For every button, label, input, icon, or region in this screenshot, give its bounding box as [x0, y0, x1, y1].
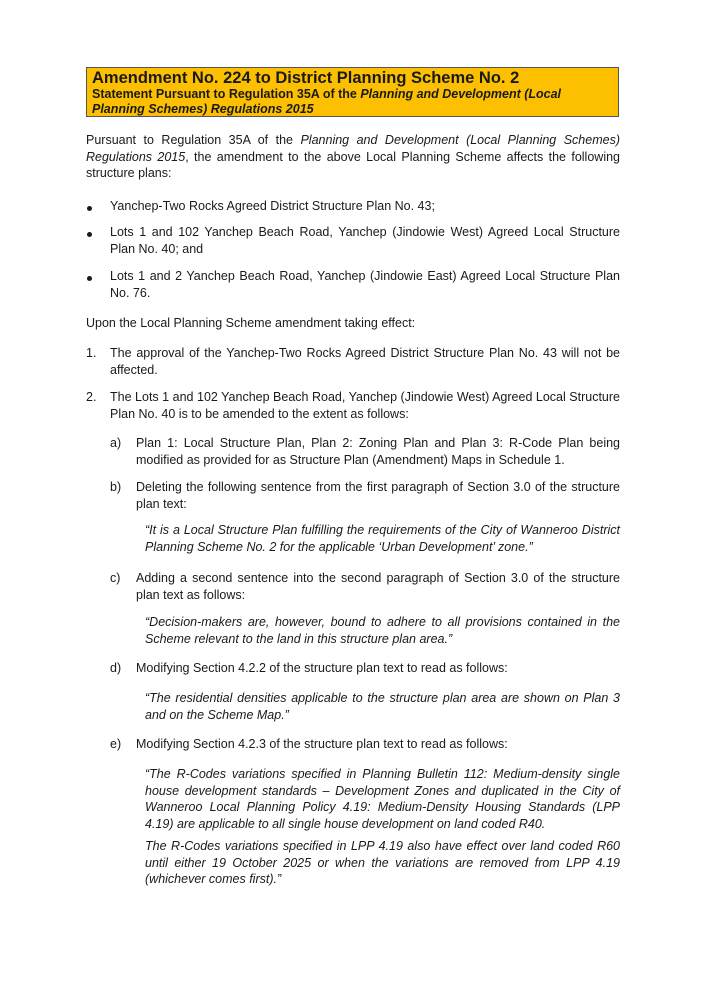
document-title: Amendment No. 224 to District Planning Scheme No. 2: [92, 69, 520, 87]
quoted-text: “It is a Local Structure Plan fulfilling the requirements of the City of Wanneroo District Planning Scheme No. 2 for the applicable ‘Urban Development’ zone.”: [145, 523, 620, 554]
item-number: 1.: [86, 346, 97, 360]
intro-suffix: , the amendment to the above Local Planning Scheme affects the following structure plans:: [86, 149, 620, 180]
bullet-item: Yanchep-Two Rocks Agreed District Structure Plan No. 43;: [110, 199, 435, 213]
item-number: 2.: [86, 390, 97, 404]
subitem-letter: b): [110, 480, 122, 494]
subitem-text: Modifying Section 4.2.3 of the structure plan text to read as follows:: [136, 737, 508, 751]
intro-regulation-name: Planning and Development (Local Planning Schemes) Regulations 2015: [86, 133, 620, 164]
bullet-marker: [87, 232, 92, 237]
quoted-text: “Decision-makers are, however, bound to adhere to all provisions contained in the Scheme relevant to the land in this structure plan area.”: [145, 615, 620, 646]
bullet-item: Lots 1 and 2 Yanchep Beach Road, Yanchep (Jindowie East) Agreed Local Structure Plan No. 76.: [110, 269, 620, 300]
document-subtitle: [92, 87, 613, 116]
numbered-item: The Lots 1 and 102 Yanchep Beach Road, Yanchep (Jindowie West) Agreed Local Structure Plan No. 40 is to be amended to the extent as follows:: [110, 390, 620, 421]
quoted-text: “The residential densities applicable to the structure plan area are shown on Plan 3 and on the Scheme Map.”: [145, 691, 620, 722]
subitem-text: Modifying Section 4.2.2 of the structure plan text to read as follows:: [136, 661, 508, 675]
intro-paragraph: [86, 132, 620, 182]
bullet-marker: [87, 276, 92, 281]
lead-paragraph: Upon the Local Planning Scheme amendment taking effect:: [86, 316, 416, 330]
subtitle-regulation-name: Planning and Development (Local Planning Schemes) Regulations 2015: [92, 87, 562, 116]
subitem-text: Adding a second sentence into the second paragraph of Section 3.0 of the structure plan text as follows:: [136, 571, 620, 602]
bullet-item: Lots 1 and 102 Yanchep Beach Road, Yanchep (Jindowie West) Agreed Local Structure Plan No. 40; and: [110, 225, 620, 256]
numbered-item: The approval of the Yanchep-Two Rocks Agreed District Structure Plan No. 43 will not be affected.: [110, 346, 620, 377]
subitem-text: Plan 1: Local Structure Plan, Plan 2: Zoning Plan and Plan 3: R-Code Plan being modified as provided for as Structure Plan (Amendment) Maps in Schedule 1.: [136, 436, 620, 467]
quoted-text-continued: The R-Codes variations specified in LPP 4.19 also have effect over land coded R60 until either 19 October 2025 or when the variations are removed from LPP 4.19 (whichever comes first).”: [145, 839, 620, 886]
subitem-text: Deleting the following sentence from the first paragraph of Section 3.0 of the structure plan text:: [136, 480, 620, 511]
quoted-text: “The R-Codes variations specified in Planning Bulletin 112: Medium-density single house development standards – Development Zones and duplicated in the City of Wanneroo Local Planning Policy 4.19: Medium-Density Housing Standards (LPP 4.19) are applicable to all single house development on land coded R40.: [145, 767, 620, 831]
subtitle-prefix: Statement Pursuant to Regulation 35A of the: [92, 87, 361, 101]
subitem-letter: a): [110, 436, 122, 450]
subitem-letter: e): [110, 737, 122, 751]
subitem-letter: d): [110, 661, 122, 675]
intro-prefix: Pursuant to Regulation 35A of the: [86, 133, 301, 147]
subitem-letter: c): [110, 571, 121, 585]
bullet-marker: [87, 206, 92, 211]
amendment-header: [86, 67, 619, 117]
